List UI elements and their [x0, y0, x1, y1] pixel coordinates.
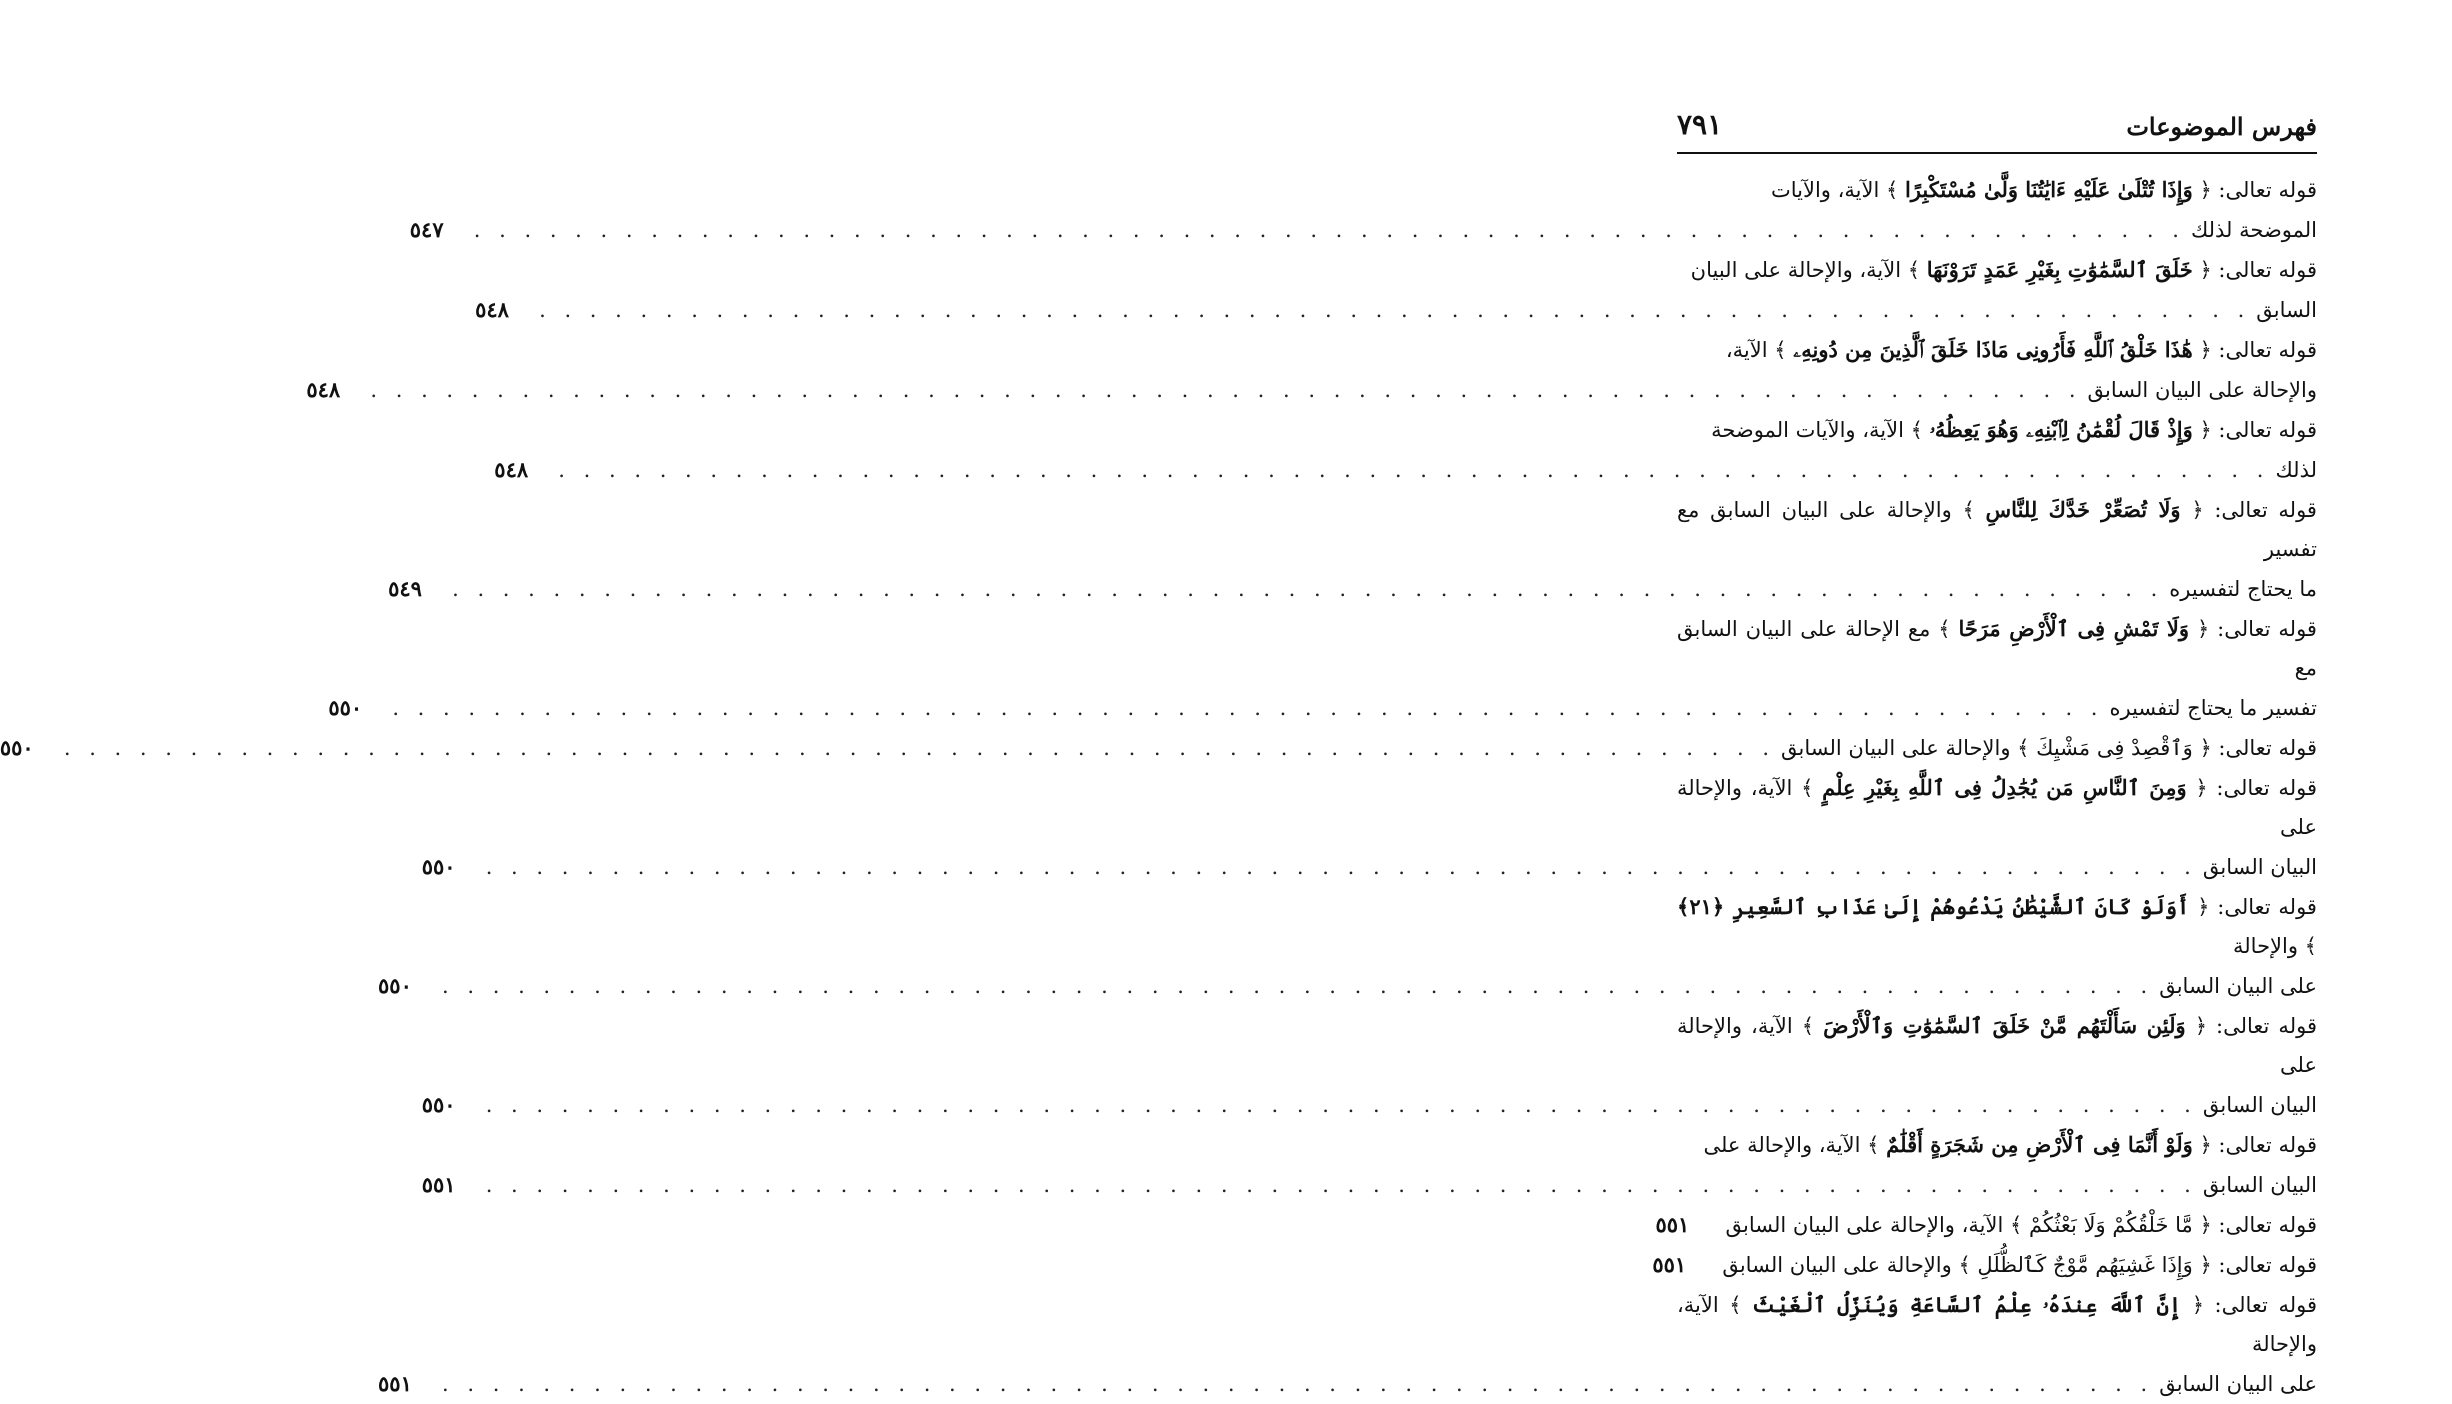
entry-last-text: البيان السابق	[2202, 1173, 2317, 1197]
entry-page-ref[interactable]: ٥٥٠	[421, 1092, 456, 1117]
quran-verse: وَإِذَا تُتْلَىٰ عَلَيْهِ ءَايَٰتُنَا وَلَّىٰ مُسْتَكْبِرًا	[1904, 177, 2193, 202]
entry-prefix: قوله تعالى: ﴿	[2199, 1133, 2317, 1157]
entry-suffix: ﴾ الآية، والإحالة على	[1677, 1014, 2317, 1077]
entry-page-ref[interactable]: ٥٥١	[1652, 1252, 1687, 1277]
quran-verse: خَلَقَ ٱلسَّمَٰوَٰتِ بِغَيْرِ عَمَدٍ تَرَوْنَهَا	[1926, 257, 2193, 282]
quran-verse: أَوَلَوْ كَانَ ٱلشَّيْطَٰنُ يَدْعُوهُمْ إِلَىٰ عَذَابِ ٱلسَّعِيرِ ﴿٢١﴾	[1677, 894, 2190, 919]
entry-suffix: ﴾ والإحالة على البيان السابق مع تفسير	[1677, 498, 2317, 561]
entry-last-line	[1655, 1205, 2317, 1245]
entry-last-text: على البيان السابق	[2159, 1372, 2317, 1396]
dot-leader	[442, 967, 2153, 1006]
index-entry	[328, 609, 2317, 728]
index-entry	[378, 887, 2317, 1006]
entry-last-text: السابق	[2256, 298, 2317, 322]
quran-verse: وَلَوْ أَنَّمَا فِى ٱلْأَرْضِ مِن شَجَرَةٍ أَقْلَٰمٌ	[1886, 1132, 2193, 1157]
entry-last-text: البيان السابق	[2202, 855, 2317, 879]
dot-leader	[392, 689, 2103, 728]
entry-first-line	[1677, 609, 2317, 688]
entry-last-line	[378, 966, 2317, 1006]
entry-suffix: ﴾ الآية، والإحالة على البيان	[1690, 258, 1921, 282]
entry-last-text: الموضحة لذلك	[2190, 218, 2317, 242]
dot-leader	[558, 451, 2269, 490]
entry-first-line	[1677, 170, 2317, 210]
quran-verse: وَمِنَ ٱلنَّاسِ مَن يُجَٰدِلُ فِى ٱللَّهِ بِغَيْرِ عِلْمٍ	[1822, 775, 2187, 800]
entry-last-line	[421, 1165, 2317, 1205]
entry-first-line	[1677, 250, 2317, 290]
quran-verse: وَإِذْ قَالَ لُقْمَٰنُ لِٱبْنِهِۦ وَهُوَ يَعِظُهُۥ	[1929, 417, 2193, 442]
entry-page-ref[interactable]: ٥٤٨	[475, 297, 509, 322]
index-entry	[388, 490, 2317, 609]
dot-leader	[486, 848, 2197, 887]
index-entries	[0, 170, 2317, 1404]
entry-page-ref[interactable]: ٥٥٠	[421, 854, 456, 879]
entry-last-text: تفسير ما يحتاج لتفسيره	[2109, 696, 2317, 720]
quran-verse: إِنَّ ٱللَّهَ عِندَهُۥ عِلْمُ ٱلسَّاعَةِ وَيُنَزِّلُ ٱلْغَيْثَ	[1752, 1292, 2182, 1317]
entry-last-line	[1652, 1245, 2317, 1285]
entry-prefix: قوله تعالى: ﴿	[2199, 178, 2317, 202]
entry-last-line	[475, 290, 2317, 330]
entry-last-line	[306, 370, 2317, 410]
entry-last-line	[494, 450, 2317, 490]
index-entry	[421, 768, 2317, 887]
index-entry	[421, 1006, 2317, 1125]
entry-page-ref[interactable]: ٥٤٨	[306, 377, 341, 402]
entry-page-ref[interactable]: ٥٤٨	[494, 457, 529, 482]
dot-leader	[486, 1166, 2197, 1205]
entry-first-line	[1677, 1125, 2317, 1165]
entry-suffix: ﴾ الآية، والآيات	[1770, 178, 1899, 202]
entry-prefix: قوله تعالى: ﴿	[2196, 617, 2317, 641]
entry-last-text: على البيان السابق	[2159, 974, 2317, 998]
quran-verse: وَلَئِن سَأَلْتَهُم مَّنْ خَلَقَ ٱلسَّمَٰوَٰتِ وَٱلْأَرْضَ	[1823, 1013, 2186, 1038]
running-title: فهرس الموضوعات	[2126, 112, 2317, 141]
entry-last-line	[378, 1364, 2317, 1404]
entry-prefix: قوله تعالى: ﴿	[2195, 776, 2317, 800]
entry-last-text: قوله تعالى: ﴿ وَٱقْصِدْ فِى مَشْيِكَ ﴾ والإحالة على البيان السابق	[1781, 736, 2317, 760]
entry-suffix: ﴾ الآية،	[1725, 338, 1787, 362]
index-entry	[306, 330, 2317, 410]
entry-prefix: قوله تعالى: ﴿	[2199, 418, 2317, 442]
entry-prefix: قوله تعالى: ﴿	[2191, 1293, 2317, 1317]
entry-first-line	[1677, 330, 2317, 370]
entry-page-ref[interactable]: ٥٥١	[378, 1371, 412, 1396]
entry-prefix: قوله تعالى: ﴿	[2197, 895, 2317, 919]
entry-page-ref[interactable]: ٥٥١	[421, 1172, 456, 1197]
entry-last-text: قوله تعالى: ﴿ وَإِذَا غَشِيَهُم مَّوْجٌ كَٱلظُّلَلِ ﴾ والإحالة على البيان السابق	[1722, 1253, 2317, 1277]
index-entry	[378, 1285, 2317, 1404]
index-entry	[1655, 1205, 2317, 1245]
entry-last-text: قوله تعالى: ﴿ مَّا خَلْقُكُمْ وَلَا بَعْثُكُمْ ﴾ الآية، والإحالة على البيان السابق	[1725, 1213, 2317, 1237]
entry-last-text: لذلك	[2275, 458, 2317, 482]
entry-prefix: قوله تعالى: ﴿	[2194, 1014, 2317, 1038]
index-entry	[0, 728, 2317, 768]
entry-prefix: قوله تعالى: ﴿	[2199, 258, 2317, 282]
entry-last-line	[328, 688, 2317, 728]
entry-page-ref[interactable]: ٥٤٧	[409, 217, 444, 242]
page-header	[1677, 108, 2317, 154]
entry-prefix: قوله تعالى: ﴿	[2191, 498, 2317, 522]
entry-page-ref[interactable]: ٥٥١	[1655, 1212, 1690, 1237]
entry-last-line	[421, 1085, 2317, 1125]
dot-leader	[370, 371, 2081, 410]
entry-first-line	[1677, 887, 2317, 966]
entry-suffix: ﴾ الآية، والإحالة على	[1677, 776, 2317, 839]
quran-verse: وَلَا تُصَعِّرْ خَدَّكَ لِلنَّاسِ	[1985, 497, 2181, 522]
entry-page-ref[interactable]: ٥٥٠	[328, 695, 363, 720]
entry-last-text: والإحالة على البيان السابق	[2087, 378, 2317, 402]
index-entry	[494, 410, 2317, 490]
entry-suffix: ﴾ الآية، والآيات الموضحة	[1711, 418, 1923, 442]
entry-last-line	[0, 728, 2317, 768]
dot-leader	[442, 1365, 2153, 1404]
dot-leader	[452, 570, 2163, 609]
dot-leader	[64, 729, 1775, 768]
entry-first-line	[1677, 410, 2317, 450]
entry-suffix: ﴾ والإحالة	[2233, 934, 2317, 958]
entry-last-text: البيان السابق	[2202, 1093, 2317, 1117]
entry-last-line	[421, 847, 2317, 887]
index-entry	[421, 1125, 2317, 1205]
entry-first-line	[1677, 1285, 2317, 1364]
quran-verse: هَٰذَا خَلْقُ ٱللَّهِ فَأَرُونِى مَاذَا خَلَقَ ٱلَّذِينَ مِن دُونِهِۦ	[1793, 337, 2193, 362]
entry-page-ref[interactable]: ٥٥٠	[378, 973, 412, 998]
entry-suffix: ﴾ الآية، والإحالة	[1677, 1293, 2317, 1356]
entry-prefix: قوله تعالى: ﴿	[2199, 338, 2317, 362]
page-number: ٧٩١	[1677, 108, 1723, 141]
entry-page-ref[interactable]: ٥٥٠	[0, 735, 34, 760]
dot-leader	[539, 291, 2250, 330]
entry-last-line	[388, 569, 2317, 609]
entry-suffix: ﴾ الآية، والإحالة على	[1703, 1133, 1880, 1157]
entry-first-line	[1677, 490, 2317, 569]
entry-first-line	[1677, 1006, 2317, 1085]
dot-leader	[486, 1086, 2197, 1125]
index-entry	[409, 170, 2317, 250]
entry-page-ref[interactable]: ٥٤٩	[388, 576, 422, 601]
quran-verse: وَلَا تَمْشِ فِى ٱلْأَرْضِ مَرَحًا	[1958, 616, 2190, 641]
entry-last-line	[409, 210, 2317, 250]
entry-first-line	[1677, 768, 2317, 847]
dot-leader	[474, 211, 2185, 250]
entry-suffix: ﴾ مع الإحالة على البيان السابق مع	[1677, 617, 2317, 680]
entry-last-text: ما يحتاج لتفسيره	[2169, 577, 2317, 601]
index-entry	[475, 250, 2317, 330]
index-entry	[1652, 1245, 2317, 1285]
